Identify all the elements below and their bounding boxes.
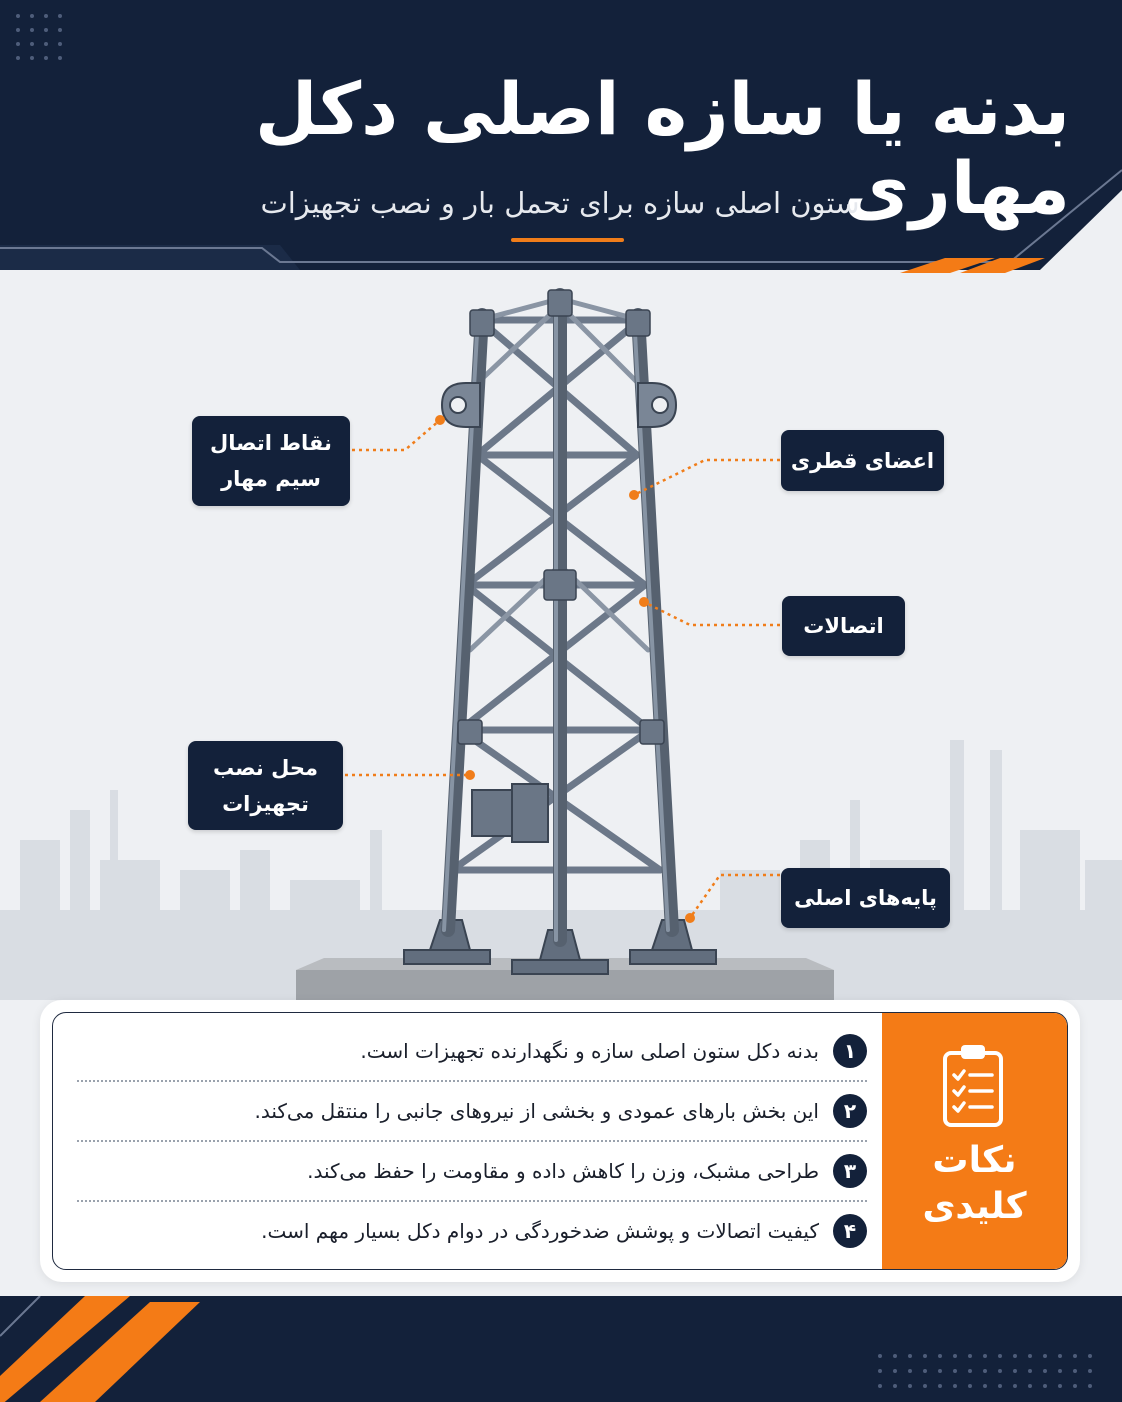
point-text: کیفیت اتصالات و پوشش ضدخوردگی در دوام دکل بسیار مهم است. bbox=[261, 1219, 819, 1243]
callout-diagonal-members: اعضای قطری bbox=[781, 430, 944, 491]
key-point-item bbox=[77, 1021, 867, 1081]
callout-connections: اتصالات bbox=[782, 596, 905, 656]
key-point-item bbox=[77, 1081, 867, 1141]
callout-equipment-mount: محل نصب تجهیزات bbox=[188, 741, 343, 830]
footer-background bbox=[0, 1296, 1122, 1402]
point-number: ۱ bbox=[833, 1034, 867, 1068]
point-number: ۳ bbox=[833, 1154, 867, 1188]
key-point-item bbox=[77, 1141, 867, 1201]
subtitle-underline bbox=[511, 238, 624, 242]
tower-illustration bbox=[0, 270, 1122, 1000]
clipboard-checklist-icon bbox=[942, 1043, 1004, 1129]
point-number: ۴ bbox=[833, 1214, 867, 1248]
key-point-item bbox=[77, 1201, 867, 1261]
key-points-panel bbox=[52, 1012, 1068, 1270]
key-points-heading: نکات کلیدی bbox=[922, 1140, 1027, 1227]
page-subtitle: ستون اصلی سازه برای تحمل بار و نصب تجهیزات bbox=[260, 186, 860, 220]
callout-guy-wire-points: نقاط اتصال سیم مهار bbox=[192, 416, 350, 506]
point-text: بدنه دکل ستون اصلی سازه و نگهدارنده تجهیزات است. bbox=[360, 1039, 819, 1063]
point-number: ۲ bbox=[833, 1094, 867, 1128]
point-text: طراحی مشبک، وزن را کاهش داده و مقاومت را حفظ می‌کند. bbox=[307, 1159, 819, 1183]
lattice-tower bbox=[404, 290, 716, 974]
callout-main-legs: پایه‌های اصلی bbox=[781, 868, 950, 928]
point-text: این بخش بارهای عمودی و بخشی از نیروهای جانبی را منتقل می‌کند. bbox=[254, 1099, 819, 1123]
page-title: بدنه یا سازه اصلی دکل مهاری bbox=[254, 67, 1070, 231]
